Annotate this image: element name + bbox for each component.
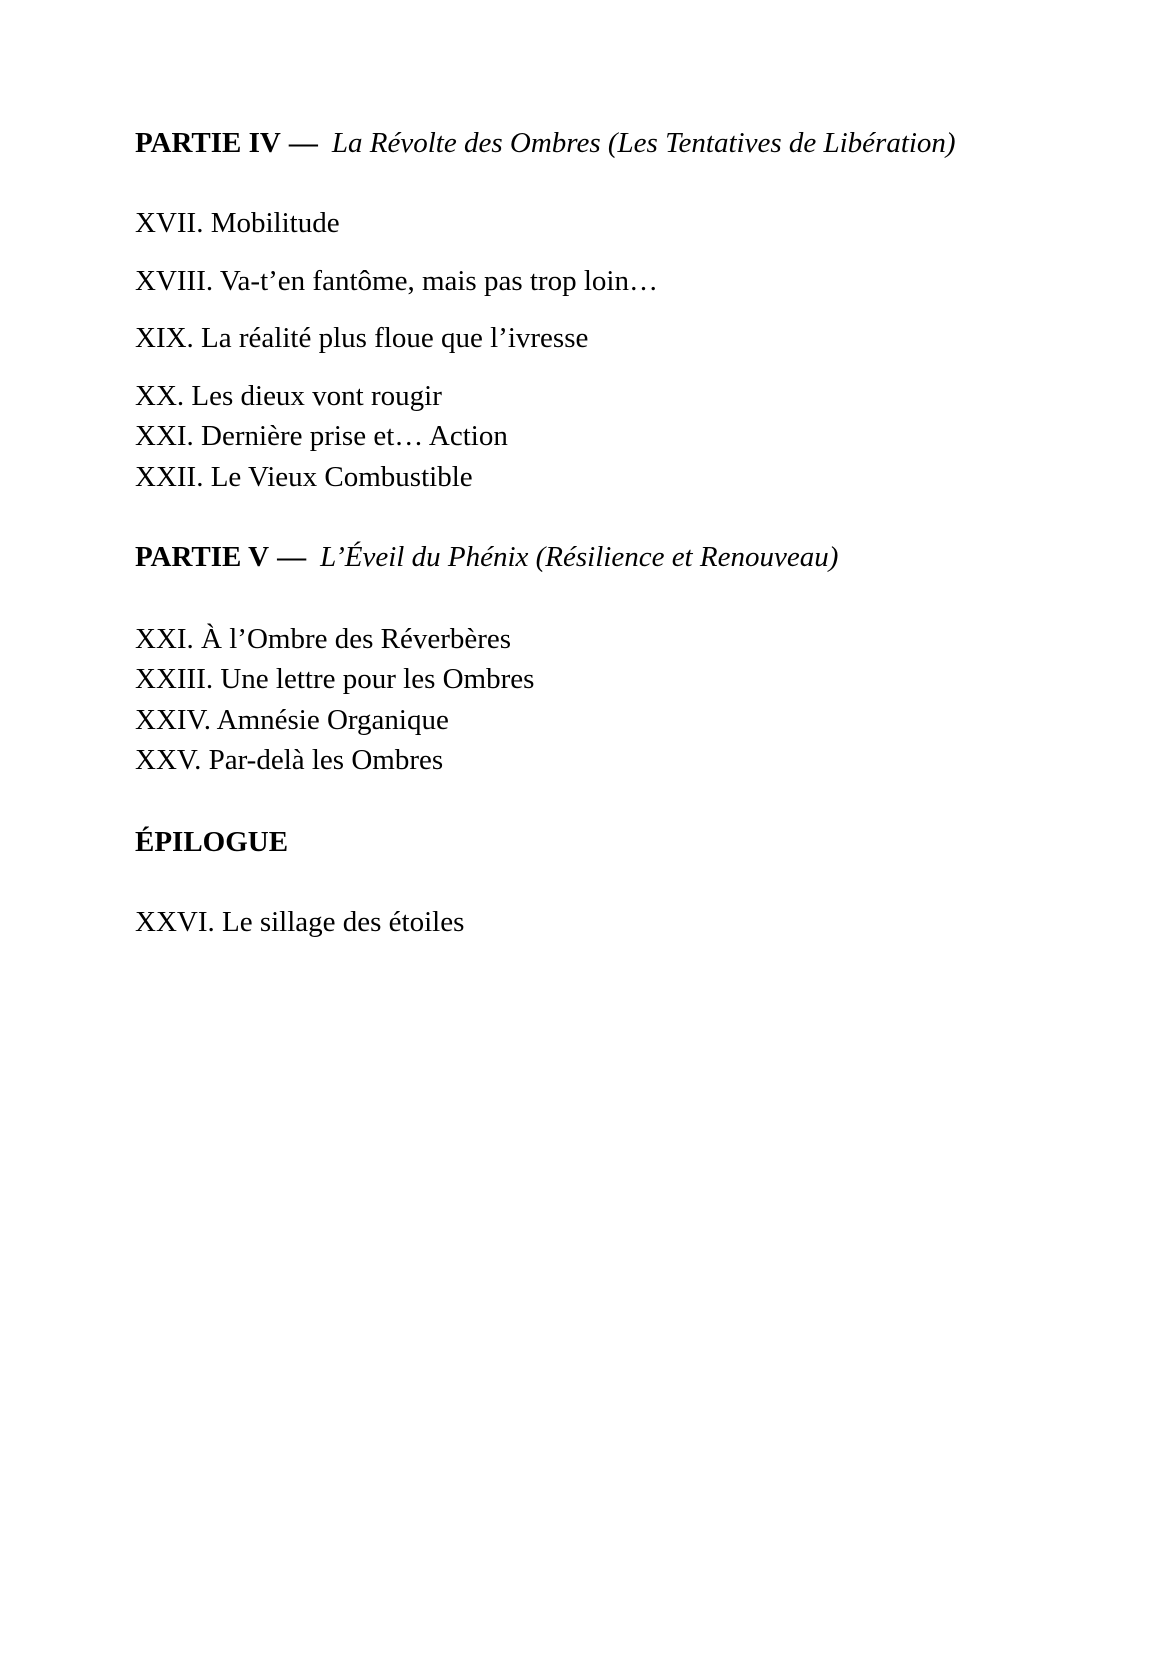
part-subtitle: La Révolte des Ombres (Les Tentatives de Libération) (331, 127, 956, 159)
part-subtitle: L’Éveil du Phénix (Résilience et Renouveau) (320, 541, 839, 573)
chapter-entry: XXIV. Amnésie Organique (135, 704, 449, 736)
chapter-entry: XXV. Par-delà les Ombres (135, 744, 444, 776)
chapter-entry: XX. Les dieux vont rougir (135, 380, 442, 412)
chapter-entry: XVIII. Va-t’en fantôme, mais pas trop loin… (135, 265, 658, 297)
chapter-entry: XIX. La réalité plus floue que l’ivresse (135, 322, 589, 354)
part-heading (135, 123, 956, 163)
part-label: PARTIE IV (135, 127, 281, 159)
chapter-entry: XXI. Dernière prise et… Action (135, 420, 508, 452)
part-label: PARTIE V (135, 541, 270, 573)
epilogue-heading: ÉPILOGUE (135, 826, 289, 858)
part-heading (135, 537, 838, 577)
part-dash: — (277, 541, 307, 573)
chapter-entry: XXIII. Une lettre pour les Ombres (135, 663, 535, 695)
chapter-entry: XXII. Le Vieux Combustible (135, 461, 473, 493)
chapter-entry: XVII. Mobilitude (135, 207, 340, 239)
part-dash: — (288, 127, 318, 159)
chapter-entry: XXVI. Le sillage des étoiles (135, 906, 465, 938)
chapter-entry: XXI. À l’Ombre des Réverbères (135, 623, 512, 655)
